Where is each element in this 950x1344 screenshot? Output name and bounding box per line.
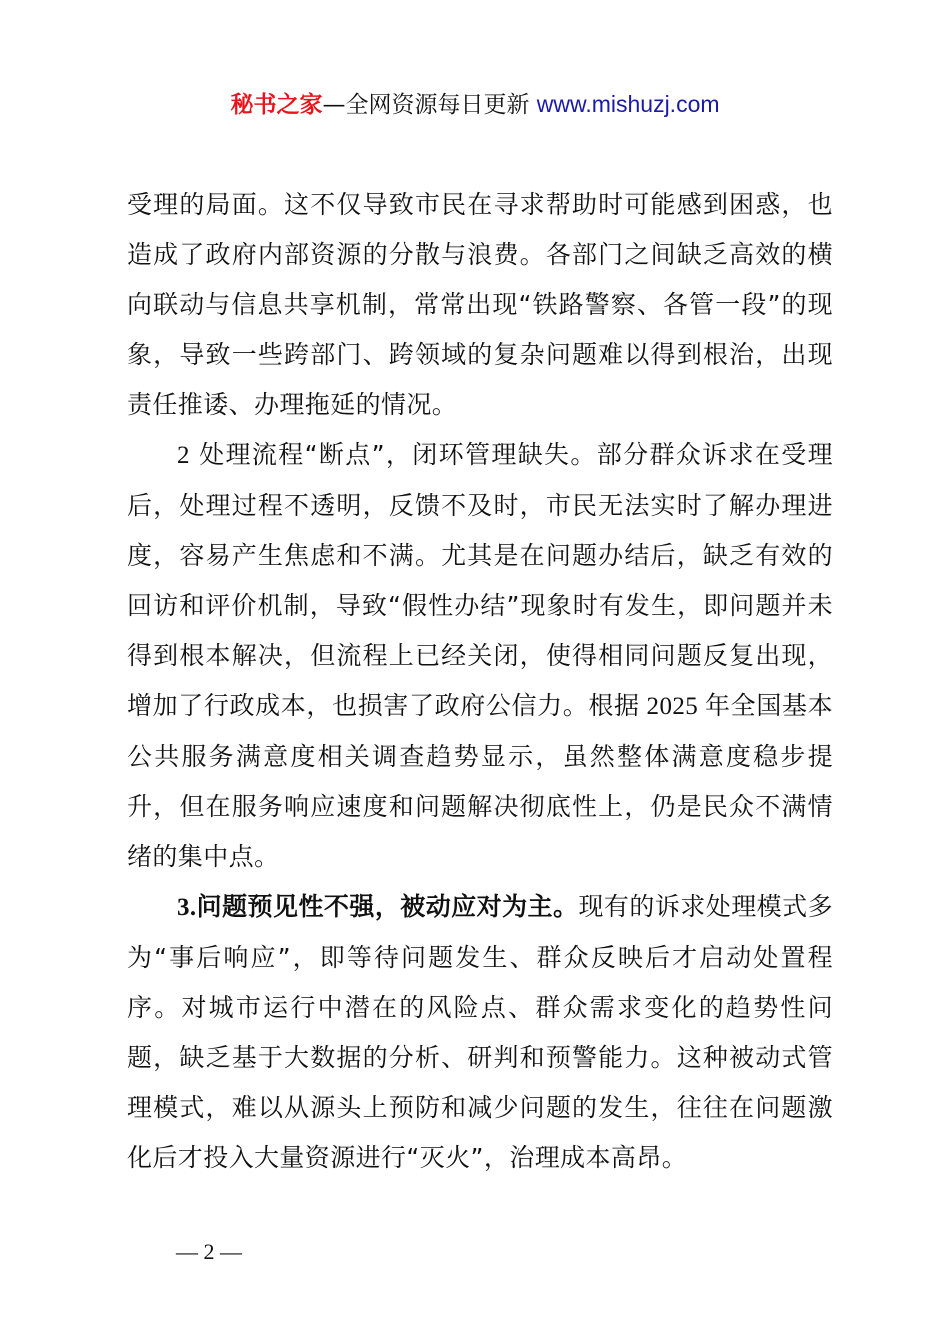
paragraph-2-text-a: 处理流程“断点”，闭环管理缺失。部分群众诉求在受理后，处理过程不透明，反馈不及时，市民无法实时了解办理进度，容易产生焦虑和不满。尤其是在问题办结后，缺乏有效的回访和评价机制，导致“假性办结”现象时有发生，即问题并未得到根本解决，但流程上已经关闭，使得相同问题反复出现，增加了行政成本，也损害了政府公信力。根据 [127,440,833,720]
paragraph-3-text: 现有的诉求处理模式多为“事后响应”，即等待问题发生、群众反映后才启动处置程序。对城市运行中潜在的风险点、群众需求变化的趋势性问题，缺乏基于大数据的分析、研判和预警能力。这种被动式管理模式，难以从源头上预防和减少问题的发生，往往在问题激化后才投入大量资源进行“灭火”，治理成本高昂。 [127,892,833,1172]
brand-name: 秘书之家 [230,92,323,118]
page-header [0,88,950,121]
paragraph-2 [127,430,833,882]
document-body [127,180,833,1183]
paragraph-3 [127,882,833,1183]
paragraph-2-number: 2 [177,442,190,469]
paragraph-1: 受理的局面。这不仅导致市民在寻求帮助时可能感到困惑，也造成了政府内部资源的分散与浪费。各部门之间缺乏高效的横向联动与信息共享机制，常常出现“铁路警察、各管一段”的现象，导致一些跨部门、跨领域的复杂问题难以得到根治，出现责任推诿、办理拖延的情况。 [127,190,833,419]
paragraph-2-text-b: 年全国基本公共服务满意度相关调查趋势显示，虽然整体满意度稳步提升，但在服务响应速度和问题解决彻底性上，仍是民众不满情绪的集中点。 [127,691,833,871]
header-tagline: —全网资源每日更新 [322,92,530,118]
site-url-link[interactable]: www.mishuzj.com [536,91,720,117]
paragraph-3-heading: 问题预见性不强，被动应对为主。 [196,892,579,921]
page-number: — 2 — [176,1239,242,1264]
paragraph-2-year: 2025 [639,693,706,720]
paragraph-3-number: 3. [177,894,197,921]
